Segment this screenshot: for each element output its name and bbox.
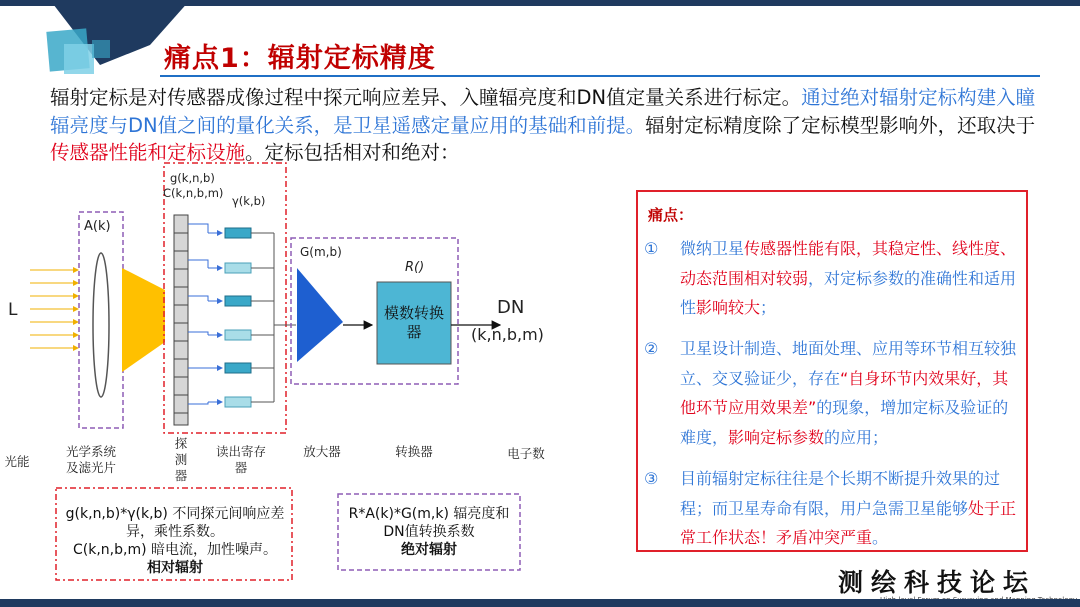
relative-label: 相对辐射 [147, 560, 203, 576]
pain-segment: 影响较大 [696, 298, 761, 317]
intro-part3: 辐射定标精度除了定标模型影响外，还取决于 [645, 113, 1036, 137]
pain-num-3: ③ [644, 469, 659, 488]
readout-connectors [188, 224, 222, 404]
pain-segment: 。 [872, 528, 889, 547]
pain-points-box [636, 190, 1028, 552]
pain-segment: “自身环节内效果好，其他环节应用效果差” [680, 368, 1009, 417]
pain-text-1 [680, 234, 1020, 323]
intro-part2: 通过绝对辐射定标构建入瞳辐亮度与DN值之间的量化关系，是卫星遥感定量应用的基础和前提。 [50, 86, 1036, 137]
adc-label: 模数转换器 [383, 304, 444, 341]
pain-segment: ； [760, 298, 777, 317]
pain-segment: 卫星设计制造、地面处理、应用等环节相互较独立、交叉验证少，存在 [680, 339, 1017, 388]
label-G: G(m,b) [300, 245, 342, 259]
pain-num-1: ① [644, 239, 659, 258]
stage-optics: 光学系统及滤光片 [65, 444, 116, 475]
stage-amplifier: 放大器 [303, 444, 341, 459]
relative-line2: C(k,n,b,m) 暗电流，加性噪声。 [72, 542, 277, 558]
bottom-bar [0, 599, 1080, 607]
pain-text-3 [680, 464, 1020, 553]
amplifier-triangle [297, 268, 343, 362]
stage-electron-count: 电子数 [507, 446, 545, 461]
register-bus [251, 233, 296, 402]
label-DN-sub: (k,n,b,m) [471, 325, 544, 344]
relative-box-text [62, 505, 288, 577]
pain-segment: 的现象，增加定标及验证的难度， [680, 398, 1009, 447]
pain-segment: 处于正常工作状态！矛盾冲突严重 [680, 498, 1017, 547]
absolute-box-text [342, 505, 516, 559]
stage-converter: 转换器 [395, 444, 433, 459]
stage-readout: 读出寄存器 [215, 444, 266, 475]
pain-segment: 的应用； [824, 427, 889, 447]
lens-shape [93, 253, 109, 397]
page-title: 痛点1：辐射定标精度 [164, 43, 436, 74]
relative-line1: g(k,n,b)*γ(k,b) 不同探元间响应差异，乘性系数。 [65, 506, 285, 540]
intro-part5: 。定标包括相对和绝对： [245, 141, 460, 164]
pain-num-2: ② [644, 339, 659, 358]
pain-segment: 微纳卫星 [680, 239, 745, 258]
label-L: L [8, 300, 18, 320]
label-Ak: A(k) [84, 219, 111, 234]
absolute-line1: R*A(k)*G(m,k) 辐亮度和DN值转换系数 [348, 506, 510, 540]
light-cone [122, 268, 165, 372]
pain-segment: ，对定标参数的准确性和适用性 [680, 268, 1017, 317]
stage-light-energy: 光能 [4, 454, 30, 469]
detector-array [174, 215, 188, 425]
stage-detector: 探测器 [174, 436, 188, 483]
pain-segment: 影响定标参数 [728, 427, 825, 447]
readout-registers [225, 228, 251, 407]
pain-segment: 目前辐射定标往往是个长期不断提升效果的过程；而卫星寿命有限，用户急需卫星能够 [680, 469, 1001, 518]
pain-text-2 [680, 334, 1020, 452]
intro-part1: 辐射定标是对传感器成像过程中探元响应差异、入瞳辐亮度和DN值定量关系进行标定。 [50, 86, 802, 109]
pain-segment: ，其稳定性、线性度、动态范围相对较弱 [680, 239, 1017, 288]
absolute-label: 绝对辐射 [401, 542, 457, 558]
label-gamma: γ(k,b) [232, 194, 266, 208]
label-R: R() [405, 260, 425, 275]
label-g: g(k,n,b) [170, 171, 215, 185]
pain-segment: 传感器性能有限 [744, 239, 857, 258]
intro-part4: 传感器性能和定标设施 [50, 141, 246, 164]
label-C: C(k,n,b,m) [163, 186, 224, 200]
pain-title: 痛点： [648, 206, 694, 224]
forum-logo: 测绘科技论坛 [838, 568, 1037, 597]
light-rays [30, 270, 78, 348]
optics-box [79, 212, 123, 428]
label-DN: DN [497, 297, 525, 318]
